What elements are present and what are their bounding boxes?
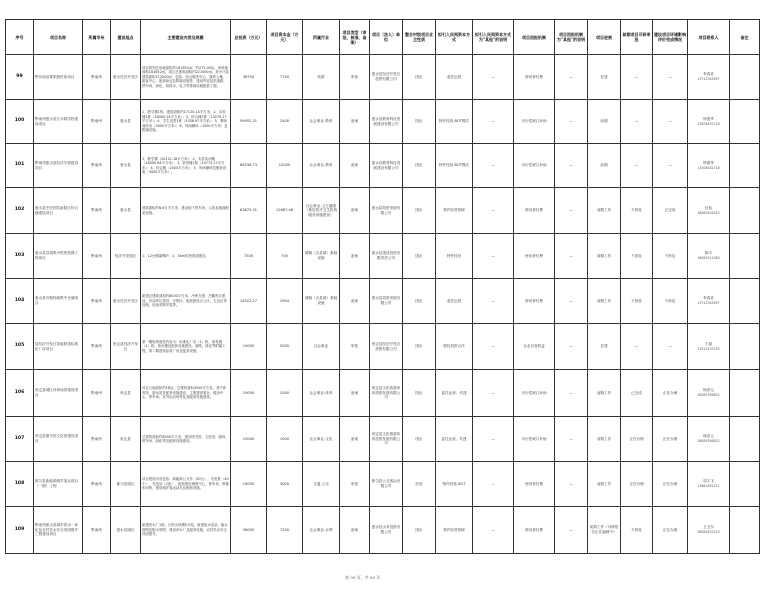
row-total-investment: 7500 <box>231 234 267 279</box>
row-progress: 前期 <box>588 100 621 144</box>
row-return-mechanism: 使用者付费 <box>514 462 555 507</box>
row-industry: 社会事业 <box>303 324 340 370</box>
row-legal-entity: 惠水县教育科技发展建设有限公司 <box>370 100 403 144</box>
row-capital-method: 特许经营管理 <box>436 188 473 234</box>
row-total-investment: 36000 <box>231 507 267 554</box>
row-return-mechanism: 使用者付费 <box>514 234 555 279</box>
row-approval-type: 备案 <box>340 144 370 188</box>
col-header-capital-method: 拟引入民间资本方式 <box>436 20 473 55</box>
row-industry: 社会事业-文化 <box>303 417 340 462</box>
row-prefecture: 黔南州 <box>83 144 111 188</box>
row-location: 惠水县 <box>111 144 141 188</box>
table-row <box>6 234 760 279</box>
row-return-mechanism: 使用者付费 <box>514 279 555 324</box>
row-feasibility: 正在办理 <box>621 462 653 507</box>
col-header-progress: 项目进展 <box>588 20 621 55</box>
row-capital: 1000 <box>267 417 303 462</box>
row-project-name: 都匀县新能源城乡客运项目（一期）工程 <box>34 462 83 507</box>
row-content: 1、12台燃煤锅炉；2、5km供热管道建设。 <box>141 234 231 279</box>
row-total-investment: 10000 <box>231 370 267 417</box>
row-approval-type: 备案 <box>340 370 370 417</box>
row-project-name: 惠水县中医医院新院区综合楼建设项目 <box>34 188 83 234</box>
row-location: 贵定县经济开发区 <box>111 324 141 370</box>
contact-phone: 18085398822 <box>697 439 720 443</box>
row-location: 惠水经济开发区 <box>111 55 141 100</box>
table-row <box>6 279 760 324</box>
row-prefecture: 黔南州 <box>83 234 111 279</box>
contact-name: 王卫东 <box>703 525 714 530</box>
row-eia: 不涉及 <box>653 234 688 279</box>
row-prefecture: 黔南州 <box>83 507 111 554</box>
row-remarks <box>730 100 760 144</box>
contact-phone: 18085398822 <box>697 393 720 397</box>
col-header-location: 建设地点 <box>111 20 141 55</box>
contact-name: 杨武元 <box>703 434 714 439</box>
row-return-mechanism: 使用者付费 <box>514 188 555 234</box>
row-remarks <box>730 55 760 100</box>
contact-name: 钟建华 <box>703 160 714 165</box>
contact-phone: 18085404543 <box>697 210 720 215</box>
row-progress: 前期 <box>588 144 621 188</box>
row-legal-entity: 贵定县文化旅游体育投资发展有限公司 <box>370 370 403 417</box>
col-header-eia: 建设项目环境影响评价完成情况 <box>653 20 688 55</box>
row-capital: 700 <box>267 234 303 279</box>
row-remarks <box>730 507 760 554</box>
row-location: 惠水经济开发区 <box>111 279 141 324</box>
row-prefecture: 黔南州 <box>83 324 111 370</box>
row-feasibility: — <box>621 55 653 100</box>
row-legal-entity: 贵定县经济开发区投资有限公司 <box>370 324 403 370</box>
row-return-other: — <box>555 462 588 507</box>
row-prefecture: 黔南州 <box>83 279 111 324</box>
row-capital-method-other: — <box>473 324 514 370</box>
row-total-investment: 59952.31 <box>231 100 267 144</box>
col-header-total-investment: 总投资（万元） <box>231 20 267 55</box>
row-legal-entity: 惠水县教育科技发展建设有限公司 <box>370 144 403 188</box>
row-capital: 12687.46 <box>267 188 303 234</box>
row-contact <box>688 507 730 554</box>
row-entity-nature: 国企 <box>403 188 436 234</box>
row-total-investment: 14522.27 <box>231 279 267 324</box>
row-return-other: — <box>555 55 588 100</box>
row-project-name: 贵定县城区体育场馆建设项目 <box>34 370 83 417</box>
row-legal-entity: 惠水县投资发展有限公司 <box>370 188 403 234</box>
contact-name: 李春来 <box>703 296 714 301</box>
row-feasibility: 不涉及 <box>621 234 653 279</box>
row-industry: 社会事业-体育 <box>303 370 340 417</box>
contact-phone: 13712345637 <box>697 77 720 81</box>
row-total-investment: 10000 <box>231 324 267 370</box>
row-content: 第一期规划建设内容为：标准化厂房（1）栋，研发楼（1）栋，宿舍楼及配套设施建设，道路、绿化等附属工程，第二期建设标准厂房及配套设施。 <box>141 324 231 370</box>
row-return-other: — <box>555 144 588 188</box>
row-contact <box>688 279 730 324</box>
row-remarks <box>730 144 760 188</box>
row-feasibility: — <box>621 144 653 188</box>
row-seq: 106 <box>6 370 34 417</box>
row-capital: 2000 <box>267 370 303 417</box>
row-return-mechanism: 可行性缺口补助 <box>514 100 555 144</box>
row-progress: 前期工作 <box>588 370 621 417</box>
row-location: 都匀县城区 <box>111 462 141 507</box>
row-approval-type: 审批 <box>340 55 370 100</box>
row-location: 惠水县城区 <box>111 507 141 554</box>
col-header-contact: 项目联系人 <box>688 20 730 55</box>
table-row <box>6 324 760 370</box>
row-entity-nature: 国企 <box>403 324 436 370</box>
col-header-industry: 所属行业 <box>303 20 340 55</box>
row-project-name: 贵定县图书馆文化馆建设项目 <box>34 417 83 462</box>
row-total-investment: 64536.73 <box>231 144 267 188</box>
row-remarks <box>730 462 760 507</box>
row-entity-nature: 国企 <box>403 100 436 144</box>
row-legal-entity: 惠水县建设投资有限责任公司 <box>370 234 403 279</box>
row-content: 建筑面积约6.6万平方米，建设地下停车场，人防及地面配套设施。 <box>141 188 231 234</box>
row-approval-type: 备案 <box>340 188 370 234</box>
row-feasibility: 不涉及 <box>621 279 653 324</box>
row-return-mechanism: 使用者付费 <box>514 507 555 554</box>
row-approval-type: 备案 <box>340 507 370 554</box>
row-feasibility: 已完成 <box>621 370 653 417</box>
row-prefecture: 黔南州 <box>83 462 111 507</box>
row-eia: — <box>653 144 688 188</box>
row-content: 1、教学楼1栋，建筑面积约17120.14平方米；2、实验楼1栋（18000.14平方米）；3、综合楼1栋（13275.27平方米）；4、学生食堂1栋（3336.97平方米）；5、教师周转房（3000平方米）；6、风雨操场（1500平方米）及附属设施。 <box>141 100 231 144</box>
row-contact <box>688 417 730 462</box>
row-capital-method: 股权投资合作 <box>436 324 473 370</box>
row-progress: 前期工作 <box>588 188 621 234</box>
row-capital-method-other: — <box>473 279 514 324</box>
row-remarks <box>730 234 760 279</box>
row-legal-entity: 惠水县投资发展有限公司 <box>370 279 403 324</box>
row-seq: 99 <box>6 55 34 100</box>
row-legal-entity: 都匀县公交客运有限公司 <box>370 462 403 507</box>
row-entity-nature: 国企 <box>403 55 436 100</box>
table-row <box>6 55 760 100</box>
row-capital-method: 特许经营管理 <box>436 507 473 554</box>
row-return-other: — <box>555 417 588 462</box>
row-return-other: — <box>555 234 588 279</box>
row-contact <box>688 144 730 188</box>
row-capital-method: 特许经营-BOT <box>436 462 473 507</box>
table-body <box>6 55 760 554</box>
row-prefecture: 黔南州 <box>83 370 111 417</box>
row-legal-entity: 惠水县水务投资有限公司 <box>370 507 403 554</box>
row-content: 总建筑面积约8500平方米，建设图书馆、文化馆、剧场、停车场、绿化等及配套设施建设。 <box>141 417 231 462</box>
row-eia: 正在办理 <box>653 462 688 507</box>
row-location: 惠水县 <box>111 100 141 144</box>
row-industry: 交通-公交 <box>303 462 340 507</box>
row-project-name: 黔南州惠水县九年制学校建设项目 <box>34 100 83 144</box>
contact-name: 杨武元 <box>703 388 714 393</box>
col-header-feasibility: 前期项目可研审批 <box>621 20 653 55</box>
row-seq: 100 <box>6 100 34 144</box>
row-feasibility: 不涉及 <box>621 188 653 234</box>
col-header-approval-type: 项目类型（审批、核准、备案） <box>340 20 370 55</box>
row-content: 项目规划总用地面积约181652㎡，约272.49亩，净用地面积181652㎡，项目总建筑面积约221000㎡，其中计容建筑面积212000㎡，包括：综合服务中心、康养公寓、游客中心、配套商业及附属设施等，建设内容包括道路、停车场、绿化、给排水、电力等基础设施配套工程。 <box>141 55 231 100</box>
row-entity-nature: 国企 <box>403 279 436 324</box>
row-return-mechanism: 可行性缺口补助 <box>514 417 555 462</box>
col-header-seq: 序号 <box>6 20 34 55</box>
row-eia: 已完成 <box>653 188 688 234</box>
row-total-investment: 63875.31 <box>231 188 267 234</box>
row-progress: 前期工作 <box>588 417 621 462</box>
row-capital-method: 特许经营-BOT模式 <box>436 100 473 144</box>
project-table <box>5 19 760 554</box>
row-project-name: 县经济开发区智能制造标准化厂房项目 <box>34 324 83 370</box>
row-seq: 103 <box>6 234 34 279</box>
row-legal-entity: 惠水县经济开发区投资有限公司 <box>370 55 403 100</box>
row-content: 项目建设内容包括：新能源公交车（20台），充电桩（40个）、充电站（2座），配套建设调度中心、停车场、维修车间等，建设城乡客运站点及配套设施。 <box>141 462 231 507</box>
row-entity-nature: 国企 <box>403 370 436 417</box>
row-industry: 城镇（含县城）基础设施 <box>303 234 340 279</box>
row-contact <box>688 234 730 279</box>
row-eia: — <box>653 55 688 100</box>
row-eia: 正在办理 <box>653 507 688 554</box>
row-total-investment: 16000 <box>231 462 267 507</box>
row-content: 新建供水厂1座，日供水规模5万吨，新建取水泵站、输水管网及配水管网，建设净水厂及配套设施，农村饮水安全巩固提升。 <box>141 507 231 554</box>
contact-name: 李春来 <box>703 72 714 77</box>
table-row <box>6 417 760 462</box>
row-remarks <box>730 279 760 324</box>
col-header-entity-nature: 整合村级项目业主性质 <box>403 20 436 55</box>
contact-phone: 18085432219 <box>697 530 720 534</box>
row-capital-method: 委托运营 <box>436 279 473 324</box>
row-contact <box>688 100 730 144</box>
row-return-other: — <box>555 188 588 234</box>
row-progress: 前期工作（可研报告正在编制中） <box>588 507 621 554</box>
col-header-return-other: 项目回报机制为"其他"的说明 <box>555 20 588 55</box>
table-row <box>6 370 760 417</box>
row-entity-nature: 国企 <box>403 417 436 462</box>
row-capital: 2400 <box>267 100 303 144</box>
row-location: 惠水县 <box>111 188 141 234</box>
col-header-prefecture: 所属市州 <box>83 20 111 55</box>
row-capital-method-other: — <box>473 144 514 188</box>
table-row <box>6 462 760 507</box>
contact-phone: 13508432718 <box>697 121 720 126</box>
row-entity-nature: 国企 <box>403 507 436 554</box>
row-prefecture: 黔南州 <box>83 100 111 144</box>
row-seq: 108 <box>6 462 34 507</box>
contact-name: 陈平 <box>704 251 713 256</box>
row-entity-nature: 国企 <box>403 234 436 279</box>
contact-name: 钟建华 <box>703 116 714 121</box>
row-return-mechanism: 可行性缺口补助 <box>514 370 555 417</box>
row-entity-nature: 国企 <box>403 144 436 188</box>
row-capital-method: 委托运营 <box>436 55 473 100</box>
row-eia: — <box>653 100 688 144</box>
row-content: 项目占地面积约18亩，总建筑面积4500平方米，其中体育馆、游泳馆及配套设施建设，主要建设看台、健身中心、停车场、室外运动场等及其配套设施建设。 <box>141 370 231 417</box>
row-industry: 社会事业-水利 <box>303 507 340 554</box>
row-feasibility: — <box>621 324 653 370</box>
row-project-name: 黔东南苗寨旅游民宿项目 <box>34 55 83 100</box>
row-capital-method-other: — <box>473 462 514 507</box>
row-seq: 104 <box>6 279 34 324</box>
row-capital-method-other: — <box>473 507 514 554</box>
row-return-other: — <box>555 370 588 417</box>
contact-phone: 13881492211 <box>697 484 720 488</box>
row-feasibility: 正在办理 <box>621 417 653 462</box>
row-industry: 旅游 <box>303 55 340 100</box>
row-content: 1、教学楼（20121.18平方米）；2、实验实训楼（18000.64平方米）；3、宿舍楼1栋（14775.27平方米）；4、综合楼（2000平方米）；5、风雨操场及配套设施（3000平方米）。 <box>141 144 231 188</box>
row-approval-type: 备案 <box>340 279 370 324</box>
project-table-wrapper <box>5 19 760 554</box>
col-header-content: 主要建设内容及规模 <box>141 20 231 55</box>
row-remarks <box>730 324 760 370</box>
row-eia: 正在办理 <box>653 370 688 417</box>
row-project-name: 惠水县冷链物流集中仓储项目 <box>34 279 83 324</box>
row-remarks <box>730 370 760 417</box>
row-eia: 正在办理 <box>653 417 688 462</box>
row-industry: 社会事业-教育 <box>303 100 340 144</box>
row-location: 贵定县 <box>111 370 141 417</box>
row-approval-type: 审批 <box>340 324 370 370</box>
row-project-name: 黔南州惠水县城乡供水一体化及农村饮水安全巩固提升工程建设项目 <box>34 507 83 554</box>
row-return-other: — <box>555 507 588 554</box>
row-remarks <box>730 188 760 234</box>
col-header-name: 项目名称 <box>34 20 83 55</box>
row-seq: 102 <box>6 188 34 234</box>
row-project-name: 惠水县县城集中供热管网工程项目 <box>34 234 83 279</box>
row-return-mechanism: 使用者付费 <box>514 55 555 100</box>
contact-phone: 13312432193 <box>697 346 720 351</box>
row-capital: 7200 <box>267 507 303 554</box>
row-return-other: — <box>555 100 588 144</box>
row-capital-method-other: — <box>473 370 514 417</box>
row-progress: 前期工作 <box>588 462 621 507</box>
table-row <box>6 188 760 234</box>
row-location: 贵定县 <box>111 417 141 462</box>
row-contact <box>688 188 730 234</box>
contact-phone: 18085411080 <box>697 256 720 260</box>
contact-name: 周宇飞 <box>703 479 714 484</box>
row-content: 新建总建筑面积约8000平方米，冷库在建；冷藏库区建设、冷冻库区建设、分拣区；配套建设办公区、生活区等设施，设备采购安装等。 <box>141 279 231 324</box>
col-header-return-mechanism: 项目回报机制 <box>514 20 555 55</box>
row-capital: 2904 <box>267 279 303 324</box>
row-capital-method-other: — <box>473 234 514 279</box>
table-row <box>6 100 760 144</box>
row-remarks <box>730 417 760 462</box>
row-capital-method-other: — <box>473 417 514 462</box>
contact-phone: 13508432718 <box>697 165 720 170</box>
row-capital: 12000 <box>267 144 303 188</box>
row-prefecture: 黔南州 <box>83 188 111 234</box>
row-capital-method: 特许经营-BOT模式 <box>436 144 473 188</box>
row-capital: 3000 <box>267 462 303 507</box>
contact-name: 杜伟 <box>704 205 713 210</box>
row-entity-nature: 民营 <box>403 462 436 507</box>
row-industry: 社会事业-卫生健康（基层医疗卫生机构服务设施建设） <box>303 188 340 234</box>
row-contact <box>688 55 730 100</box>
row-prefecture: 黔南州 <box>83 55 111 100</box>
row-progress: 在建 <box>588 324 621 370</box>
row-capital-method-other: — <box>473 188 514 234</box>
row-capital: 7740 <box>267 55 303 100</box>
row-capital-method-other: — <box>473 100 514 144</box>
row-capital-method-other: — <box>473 55 514 100</box>
row-eia: 不涉及 <box>653 279 688 324</box>
row-capital-method: 委托运营、代建 <box>436 370 473 417</box>
contact-phone: 13712345637 <box>697 301 720 305</box>
col-header-capital-method-other: 拟引入民间资本方式为"其他"的说明 <box>473 20 514 55</box>
row-feasibility: 不涉及 <box>621 507 653 554</box>
row-contact <box>688 370 730 417</box>
row-total-investment: 10000 <box>231 417 267 462</box>
contact-name: 王斌 <box>704 341 713 346</box>
row-progress: 前期工作 <box>588 234 621 279</box>
row-approval-type: 备案 <box>340 234 370 279</box>
row-seq: 105 <box>6 324 34 370</box>
row-legal-entity: 贵定县文化旅游体育投资发展有限公司 <box>370 417 403 462</box>
row-capital-method: 特许经营 <box>436 234 473 279</box>
row-contact <box>688 462 730 507</box>
row-return-mechanism: 可行性缺口补助 <box>514 144 555 188</box>
row-eia: — <box>653 324 688 370</box>
table-row <box>6 144 760 188</box>
row-approval-type: 审批 <box>340 462 370 507</box>
row-capital-method: 委托运营、代建 <box>436 417 473 462</box>
row-contact <box>688 324 730 370</box>
row-location: 经济开发园区 <box>111 234 141 279</box>
row-approval-type: 备案 <box>340 417 370 462</box>
col-header-remarks: 备注 <box>730 20 760 55</box>
row-seq: 109 <box>6 507 34 554</box>
row-total-investment: 38700 <box>231 55 267 100</box>
row-return-other: — <box>555 324 588 370</box>
table-row <box>6 507 760 554</box>
row-progress: 前期工作 <box>588 279 621 324</box>
row-industry: 社会事业-教育 <box>303 144 340 188</box>
row-capital: 2000 <box>267 324 303 370</box>
row-feasibility: — <box>621 100 653 144</box>
row-approval-type: 备案 <box>340 100 370 144</box>
header-row <box>6 20 760 55</box>
col-header-capital: 项目资本金（万元） <box>267 20 303 55</box>
row-prefecture: 黔南州 <box>83 417 111 462</box>
page-number: 第 99 页，共 99 页 <box>345 575 381 580</box>
row-project-name: 黔南州惠水县经济学校建设项目 <box>34 144 83 188</box>
row-seq: 107 <box>6 417 34 462</box>
row-industry: 城镇（含县城）基础设施 <box>303 279 340 324</box>
row-return-other: — <box>555 279 588 324</box>
row-return-mechanism: 企业自营收益 <box>514 324 555 370</box>
col-header-legal-entity: 项目（法人）单位 <box>370 20 403 55</box>
row-progress: 在建 <box>588 55 621 100</box>
row-seq: 101 <box>6 144 34 188</box>
